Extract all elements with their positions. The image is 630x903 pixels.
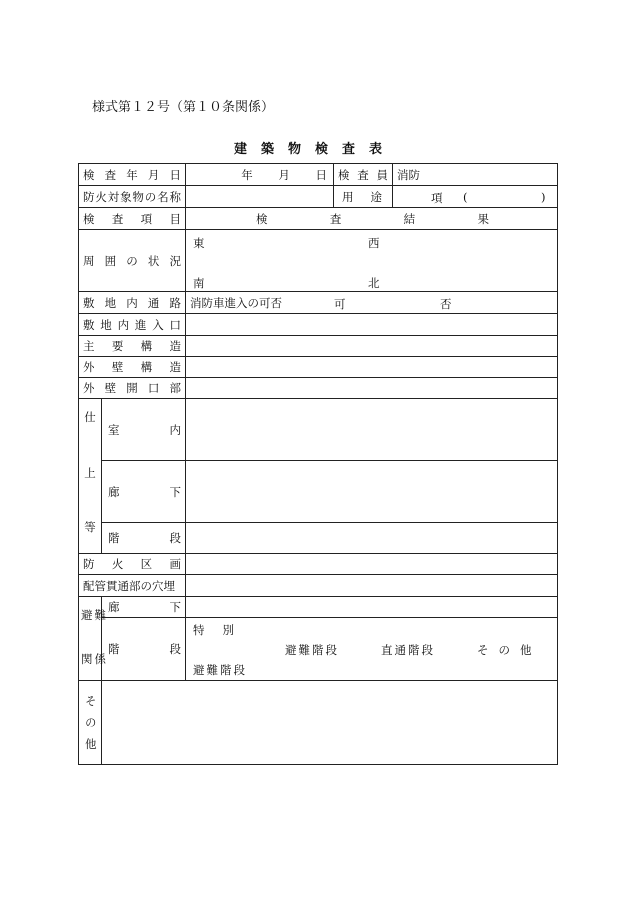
inspector-label: 検査員: [334, 164, 393, 186]
finish-label-3: 等: [84, 520, 96, 534]
usage-paren-close: ): [541, 190, 546, 204]
inspection-form-table: [78, 163, 558, 765]
usage-paren-open: (: [463, 190, 468, 204]
direction-east: 東: [193, 235, 205, 250]
direction-west: 西: [368, 235, 380, 250]
usage-label: 用途: [334, 186, 393, 208]
direction-north: 北: [368, 275, 380, 290]
inspection-result-header: 検査結果: [186, 208, 558, 230]
stairs-field[interactable]: [186, 523, 558, 554]
site-passage-label: 敷地内通路: [79, 292, 186, 314]
finish-label-2: 上: [84, 466, 96, 480]
exterior-wall-structure-label: 外壁構造: [79, 357, 186, 378]
exterior-wall-opening-field[interactable]: [186, 378, 558, 399]
corridor-label: 廊下: [102, 461, 186, 523]
special-label: 特別: [193, 623, 252, 637]
row-site-entrance: [79, 314, 558, 336]
stairs-label: 階段: [102, 523, 186, 554]
finish-label-1: 仕: [84, 410, 96, 424]
surroundings-label: 周囲の状況: [79, 230, 186, 292]
others-field[interactable]: [102, 681, 558, 765]
row-surroundings: [79, 230, 558, 292]
row-evacuation-stairs: [79, 618, 558, 681]
row-finish-stairs: [79, 523, 558, 554]
fire-truck-access-label: 消防車進入の可否: [190, 295, 282, 310]
date-day: 日: [315, 167, 327, 182]
surroundings-field[interactable]: [186, 230, 558, 292]
fire-compartment-label: 防火区画: [79, 554, 186, 575]
inspection-date-field[interactable]: [186, 164, 334, 186]
document-title: 建築物検査表: [233, 142, 396, 157]
row-exterior-wall-structure: [79, 357, 558, 378]
evacuation-label-1: 避難: [81, 608, 108, 622]
option-possible[interactable]: 可: [334, 297, 346, 311]
row-finish-corridor: [79, 461, 558, 523]
row-facility-name: [79, 186, 558, 208]
evac-corridor-label: 廊下: [102, 597, 186, 618]
row-column-headers: [79, 208, 558, 230]
row-site-passage: [79, 292, 558, 314]
option-not-possible[interactable]: 否: [440, 297, 452, 311]
pipe-penetration-field[interactable]: [186, 575, 558, 597]
evacuation-group-label: [79, 597, 108, 681]
finish-group-label: [79, 399, 102, 554]
exterior-wall-opening-label: 外壁開口部: [79, 378, 186, 399]
evacuation-stairs-2: 避難階段: [193, 663, 247, 677]
form-number: 様式第１２号（第１０条関係）: [92, 100, 275, 115]
facility-name-field[interactable]: [186, 186, 334, 208]
main-structure-field[interactable]: [186, 336, 558, 357]
inspection-date-label: 検査年月日: [79, 164, 186, 186]
evac-corridor-field[interactable]: [186, 597, 558, 618]
inspector-field[interactable]: [393, 164, 558, 186]
row-pipe-penetration: [79, 575, 558, 597]
row-finish-indoor: [79, 399, 558, 461]
row-main-structure: [79, 336, 558, 357]
evac-stairs-label: 階段: [102, 618, 186, 681]
row-evacuation-corridor: [79, 597, 558, 618]
main-structure-label: 主要構造: [79, 336, 186, 357]
corridor-field[interactable]: [186, 461, 558, 523]
fire-compartment-field[interactable]: [186, 554, 558, 575]
indoor-label: 室内: [102, 399, 186, 461]
usage-item: 項: [431, 191, 443, 205]
evac-stairs-field[interactable]: [186, 618, 558, 681]
row-exterior-wall-opening: [79, 378, 558, 399]
site-entrance-label: 敷地内進入口: [79, 314, 186, 336]
date-month: 月: [278, 167, 290, 182]
row-inspection-date: [79, 164, 558, 186]
row-others: [79, 681, 558, 765]
option-direct-stairs[interactable]: 直通階段: [381, 643, 435, 657]
usage-field[interactable]: [393, 186, 558, 208]
inspector-value: 消防: [397, 167, 420, 182]
site-passage-field[interactable]: [186, 292, 558, 314]
others-label: [79, 681, 102, 765]
site-entrance-field[interactable]: [186, 314, 558, 336]
direction-south: 南: [193, 275, 205, 290]
inspection-item-header: 検査項目: [79, 208, 186, 230]
others-label-text: その他: [83, 695, 98, 760]
option-evacuation-stairs[interactable]: 避難階段: [285, 643, 339, 657]
indoor-field[interactable]: [186, 399, 558, 461]
pipe-penetration-label: 配管貫通部の穴埋: [79, 575, 186, 597]
row-fire-compartment: [79, 554, 558, 575]
option-others[interactable]: その他: [477, 643, 542, 657]
exterior-wall-structure-field[interactable]: [186, 357, 558, 378]
facility-name-label: 防火対象物の名称: [79, 186, 186, 208]
evacuation-label-2: 関係: [81, 652, 108, 666]
date-year: 年: [241, 167, 253, 182]
